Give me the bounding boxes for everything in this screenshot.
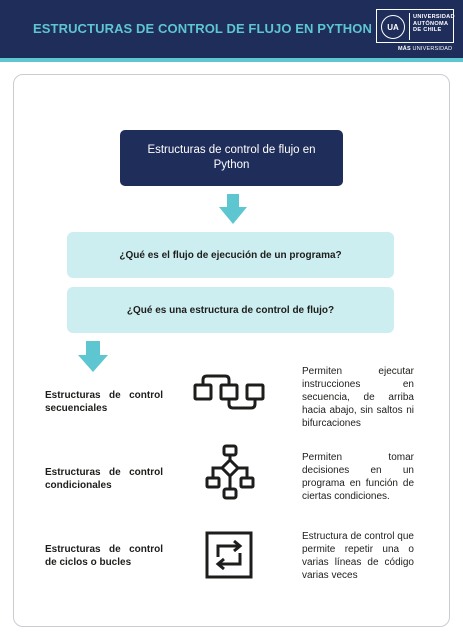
row-label: Estructuras de control de ciclos o bucles <box>45 544 163 568</box>
question-box: ¿Qué es el flujo de ejecución de un programa? <box>67 232 394 278</box>
down-arrow-icon <box>219 194 247 224</box>
logo-tagline: MÁS UNIVERSIDAD <box>398 46 453 52</box>
logo-line: DE CHILE <box>413 27 442 34</box>
decision-flowchart-icon <box>205 444 255 500</box>
row-label: Estructuras de control secuenciales <box>45 390 163 414</box>
logo-line: UNIVERSIDAD <box>413 14 455 20</box>
logo-wordmark <box>413 14 455 34</box>
main-title-box: Estructuras de control de flujo en Python <box>120 130 343 186</box>
logo-divider <box>409 13 410 40</box>
row-description: Permiten tomar decisiones en un programa en función de ciertas condiciones. <box>302 452 414 502</box>
logo-line: AUTÓNOMA <box>413 20 449 27</box>
header-accent-stripe <box>0 58 463 62</box>
sequence-flow-icon <box>192 372 266 412</box>
row-description: Permiten ejecutar instrucciones en secuencia, de arriba hacia abajo, sin saltos ni bifurcaciones <box>302 366 414 429</box>
down-arrow-icon <box>78 341 108 372</box>
loop-arrows-icon <box>205 531 253 579</box>
row-label: Estructuras de control condicionales <box>45 467 163 491</box>
page-title: ESTRUCTURAS DE CONTROL DE FLUJO EN PYTHON <box>33 21 372 36</box>
row-description: Estructura de control que permite repetir una o varias líneas de código varias veces <box>302 531 414 581</box>
logo-seal-icon: UA <box>381 15 405 39</box>
university-logo <box>376 9 454 43</box>
question-box: ¿Qué es una estructura de control de flujo? <box>67 287 394 333</box>
